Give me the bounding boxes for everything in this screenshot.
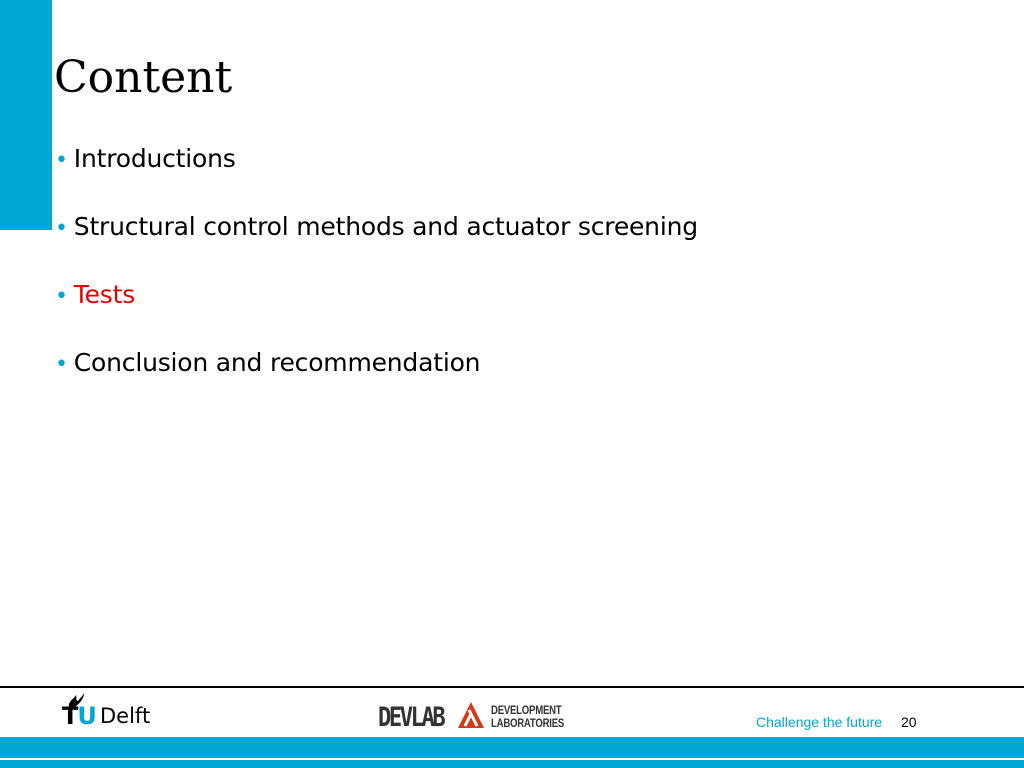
bullet-item xyxy=(55,344,698,412)
footer-tagline: Challenge the future xyxy=(756,714,883,730)
tu-letter-u: U xyxy=(77,702,96,730)
devlab-line-laboratories: LABORATORIES xyxy=(491,716,565,730)
tu-letter-t: T xyxy=(62,702,78,730)
bullet-icon: • xyxy=(55,216,68,241)
lambda-icon xyxy=(456,700,486,730)
side-accent-bar xyxy=(0,0,52,230)
bullet-item xyxy=(55,208,698,276)
bullet-text: Introductions xyxy=(73,144,236,173)
bullet-item-current xyxy=(55,276,698,344)
slide-title: Content xyxy=(54,52,233,103)
bullet-text: Tests xyxy=(73,280,136,309)
bullet-icon: • xyxy=(55,284,68,309)
bullet-text: Structural control methods and actuator screening xyxy=(73,212,698,241)
bullet-item xyxy=(55,140,698,208)
devlab-logo xyxy=(378,698,568,738)
footer-band-stripe xyxy=(0,758,1024,760)
tu-letters xyxy=(62,702,96,730)
tu-delft-logo xyxy=(62,692,172,734)
devlab-line-development: DEVELOPMENT xyxy=(491,703,562,717)
bullet-icon: • xyxy=(55,352,68,377)
footer-band xyxy=(0,737,1024,768)
footer-divider xyxy=(0,686,1024,688)
delft-wordmark: Delft xyxy=(100,704,151,728)
bullet-text: Conclusion and recommendation xyxy=(73,348,481,377)
devlab-wordmark: DEVLAB xyxy=(378,702,444,733)
page-number: 20 xyxy=(901,714,917,730)
bullet-icon: • xyxy=(55,148,68,173)
bullet-list xyxy=(55,140,698,412)
